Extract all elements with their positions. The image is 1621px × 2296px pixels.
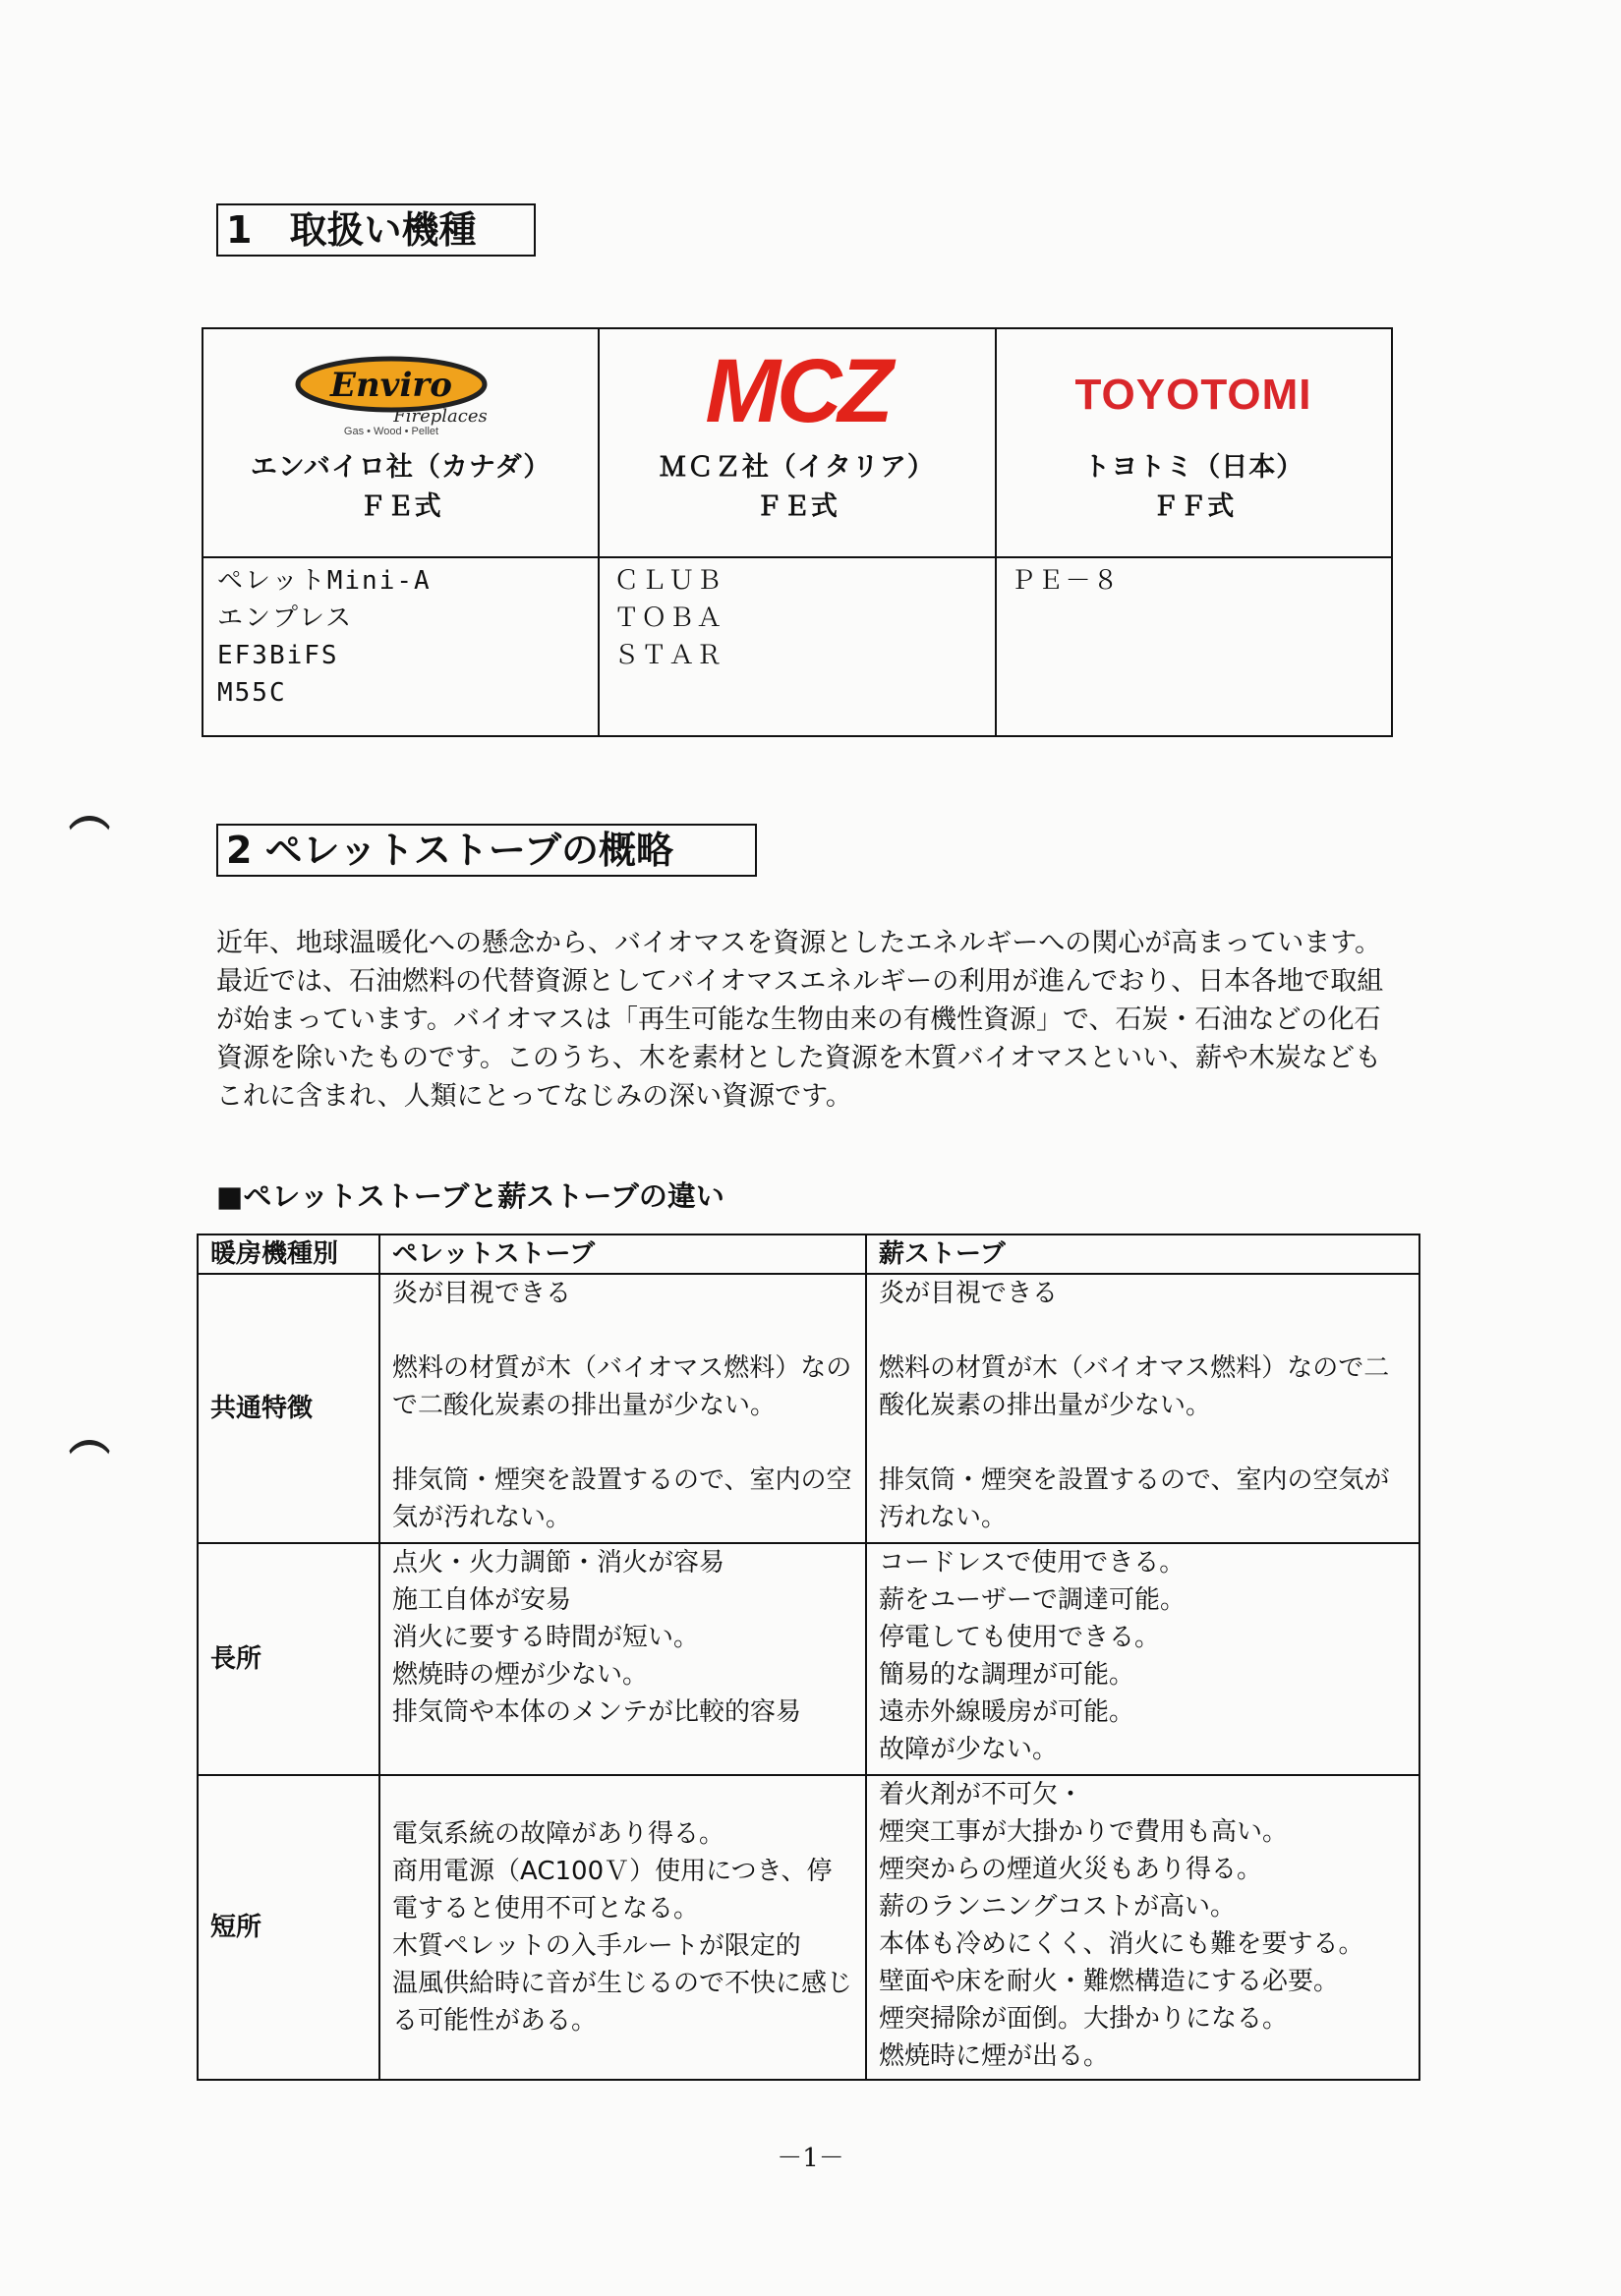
svg-text:MCZ: MCZ bbox=[705, 345, 890, 433]
enviro-logo bbox=[204, 330, 597, 448]
model-item: ペレットMini-A bbox=[217, 566, 432, 596]
model-item: M55C bbox=[217, 678, 287, 708]
intro-paragraph: 近年、地球温暖化への懸念から、バイオマスを資源としたエネルギーへの関心が高まっています。最近では、石油燃料の代替資源としてバイオマスエネルギーの利用が進んでおり、日本各地で取組が始まっています。バイオマスは「再生可能な生物由来の有機性資源」で、石炭・石油などの化石資源を除いたものです。このうち、木を素材とした資源を木質バイオマスといい、薪や木炭などもこれに含まれ、人類にとってなじみの深い資源です。 bbox=[216, 928, 1384, 1112]
comparison-title: ■ペレットストーブと薪ストーブの違い bbox=[216, 1179, 724, 1213]
models-enviro bbox=[203, 557, 599, 736]
punch-hole-top bbox=[65, 816, 114, 866]
brand-type: ＦＥ式 bbox=[359, 491, 442, 522]
page-number: －1－ bbox=[777, 2144, 844, 2173]
model-item: ＣＬＵＢ bbox=[613, 566, 724, 596]
brand-table bbox=[202, 327, 1393, 737]
svg-text:TOYOTOMI: TOYOTOMI bbox=[1074, 371, 1312, 419]
brand-toyotomi bbox=[996, 328, 1392, 557]
comparison-table bbox=[197, 1234, 1420, 2081]
model-item: ＳＴＡＲ bbox=[613, 641, 724, 670]
section2-title: 2 ペレットストーブの概略 bbox=[216, 824, 757, 877]
row-label: 共通特徴 bbox=[198, 1274, 379, 1543]
toyotomi-logo bbox=[998, 330, 1390, 448]
svg-text:Gas • Wood • Pellet: Gas • Wood • Pellet bbox=[343, 425, 438, 436]
punch-hole-bottom bbox=[65, 1440, 114, 1490]
brand-type: ＦＦ式 bbox=[1152, 491, 1236, 522]
cell-wood: 着火剤が不可欠・ 煙突工事が大掛かりで費用も高い。 煙突からの煙道火災もあり得る。 薪のランニングコストが高い。 本体も冷めにくく、消火にも難を要する。 壁面や床を耐火・難燃構造にする必要。 煙突掃除が面倒。大掛かりになる。 燃焼時に煙が出る。 bbox=[866, 1775, 1419, 2080]
row-pros bbox=[198, 1543, 1419, 1775]
model-item: EF3BiFS bbox=[217, 641, 339, 670]
cell-wood: 炎が目視できる 燃料の材質が木（バイオマス燃料）なので二酸化炭素の排出量が少ない。 排気筒・煙突を設置するので、室内の空気が汚れない。 bbox=[866, 1274, 1419, 1543]
brand-name: ＭＣＺ社（イタリア） bbox=[659, 452, 935, 483]
brand-name: エンバイロ社（カナダ） bbox=[250, 452, 551, 483]
row-common bbox=[198, 1274, 1419, 1543]
enviro-logo-text: Enviro bbox=[329, 365, 452, 405]
cell-pellet: 点火・火力調節・消火が容易 施工自体が安易 消火に要する時間が短い。 燃焼時の煙が少ない。 排気筒や本体のメンテが比較的容易 bbox=[379, 1543, 866, 1775]
brand-enviro bbox=[203, 328, 599, 557]
header-category: 暖房機種別 bbox=[198, 1234, 379, 1274]
brand-mcz bbox=[599, 328, 995, 557]
cell-wood: コードレスで使用できる。 薪をユーザーで調達可能。 停電しても使用できる。 簡易的な調理が可能。 遠赤外線暖房が可能。 故障が少ない。 bbox=[866, 1543, 1419, 1775]
header-wood: 薪ストーブ bbox=[866, 1234, 1419, 1274]
brand-type: ＦＥ式 bbox=[755, 491, 839, 522]
brand-name: トヨトミ（日本） bbox=[1083, 452, 1304, 483]
row-label: 長所 bbox=[198, 1543, 379, 1775]
model-item: ＴＯＢＡ bbox=[613, 603, 724, 633]
models-toyotomi bbox=[996, 557, 1392, 736]
cell-pellet: 炎が目視できる 燃料の材質が木（バイオマス燃料）なので二酸化炭素の排出量が少ない。 排気筒・煙突を設置するので、室内の空気が汚れない。 bbox=[379, 1274, 866, 1543]
row-cons bbox=[198, 1775, 1419, 2080]
cell-pellet: 電気系統の故障があり得る。 商用電源（AC100Ｖ）使用につき、停電すると使用不可となる。 木質ペレットの入手ルートが限定的 温風供給時に音が生じるので不快に感じる可能性がある。 bbox=[379, 1775, 866, 2080]
mcz-logo bbox=[601, 330, 993, 448]
model-item: エンプレス bbox=[217, 603, 354, 633]
row-label: 短所 bbox=[198, 1775, 379, 2080]
models-mcz bbox=[599, 557, 995, 736]
header-pellet: ペレットストーブ bbox=[379, 1234, 866, 1274]
model-item: ＰＥ－８ bbox=[1010, 566, 1121, 596]
section1-title: 1 取扱い機種 bbox=[216, 203, 536, 257]
svg-text:Fireplaces: Fireplaces bbox=[392, 405, 488, 427]
